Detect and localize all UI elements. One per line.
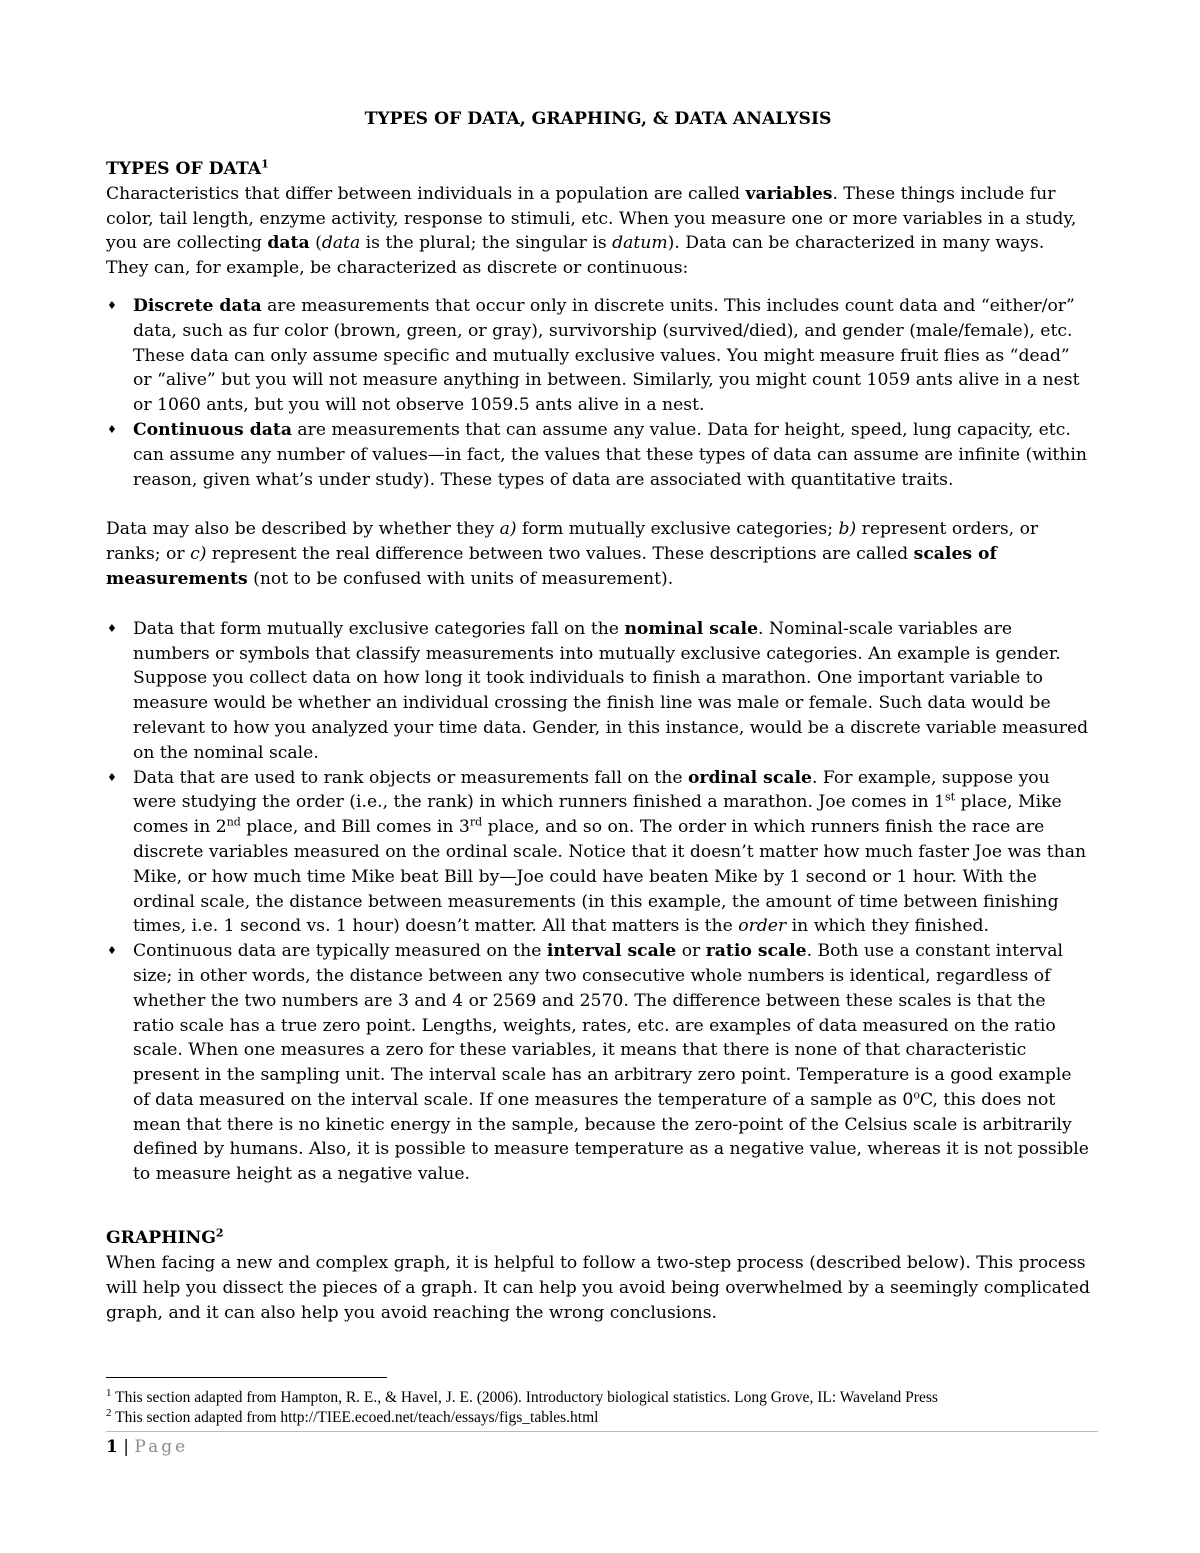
superscript: nd xyxy=(226,815,241,829)
list-item-continuous xyxy=(106,418,1090,492)
list-item-ordinal xyxy=(106,766,1090,940)
text: form mutually exclusive categories; xyxy=(516,519,839,540)
footnote-number: 1 xyxy=(106,1386,112,1399)
page-number: 1 xyxy=(106,1437,118,1457)
text: place, and so on. The order in which runners finish the race are discrete variables measured on the ordinal scale. Notice that it doesn’t matter how much faster Joe was than Mike, or how much time Mike beat Bill by—Joe could have beaten Mike by 1 second or 1 hour. With the ordinal scale, the distance between measurements (in this example, the amount of time between finishing times, i.e. 1 second vs. 1 hour) doesn’t matter. All that matters is the xyxy=(133,817,1087,937)
text: are measurements that can assume any value. Data for height, speed, lung capacity, etc. can assume any number of values—in fact, the values that these types of data can assume are infinite (within reason, given what’s under study). These types of data are associated with quantitative traits. xyxy=(133,419,1087,490)
text: . These things include fur color, tail length, enzyme activity, response to stimuli, etc. When you measure one or more variables in a study, you are collecting xyxy=(106,183,1077,254)
footnote-text: This section adapted from http://TIEE.ecoed.net/teach/essays/figs_tables.html xyxy=(111,1409,599,1426)
footer-separator-text: | xyxy=(117,1437,135,1457)
text: in which they finished. xyxy=(786,916,990,937)
italic-term: datum xyxy=(612,233,668,254)
footnote-1 xyxy=(106,1388,1106,1408)
text: . Both use a constant interval size; in other words, the distance between any two consecutive whole numbers is identical, regardless of whether the two numbers are 3 and 4 or 2569 and 2570. The difference between these scales is that the ratio scale has a true zero point. Lengths, weights, rates, etc. are examples of data measured on the ratio scale. When one measures a zero for these variables, it means that there is none of that characteristic present in the sampling unit. The interval scale has an arbitrary zero point. Temperature is a good example of data measured on the interval scale. If one measures the temperature of a sample as 0 xyxy=(133,941,1072,1110)
list-item-interval-ratio xyxy=(106,939,1090,1187)
bold-term: ordinal scale xyxy=(687,767,812,788)
document-page xyxy=(106,107,1090,1325)
graphing-paragraph: When facing a new and complex graph, it is helpful to follow a two-step process (described below). This process will help you dissect the pieces of a graph. It can help you avoid being overwhelmed by a seemingly complicated graph, and it can also help you avoid reaching the wrong conclusions. xyxy=(106,1253,1090,1323)
text: represent orders, or ranks; or xyxy=(106,519,1039,565)
text: represent the real difference between two values. These descriptions are called xyxy=(206,544,914,565)
text: Data that are used to rank objects or measurements fall on the xyxy=(133,767,688,788)
italic-term: data xyxy=(321,233,361,254)
footnote-number: 2 xyxy=(106,1406,112,1419)
bold-term: interval scale xyxy=(546,941,677,962)
footnote-separator xyxy=(106,1377,387,1378)
footnote-text: This section adapted from Hampton, R. E., & Havel, J. E. (2006). Introductory biological statistics. Long Grove, IL: Waveland Press xyxy=(111,1389,938,1406)
spacer xyxy=(106,1187,1090,1225)
text: . Nominal-scale variables are numbers or symbols that classify measurements into mutually exclusive categories. An example is gender. Suppose you collect data on how long it took individuals to finish a marathon. One important variable to measure would be whether an individual crossing the finish line was male or female. Such data would be relevant to how you analyzed your time data. Gender, in this instance, would be a discrete variable measured on the nominal scale. xyxy=(133,618,1089,763)
text: place, and Bill comes in 3 xyxy=(240,817,470,838)
superscript: rd xyxy=(469,815,483,829)
page-footer xyxy=(106,1436,188,1458)
bold-term: data xyxy=(267,233,310,254)
text: is the plural; the singular is xyxy=(360,233,613,254)
footnote-ref: 2 xyxy=(215,1226,224,1240)
scales-intro-paragraph xyxy=(106,517,1090,591)
footer-separator xyxy=(106,1431,1098,1432)
document-title: TYPES OF DATA, GRAPHING, & DATA ANALYSIS xyxy=(364,109,832,129)
text: place, Mike comes in 2 xyxy=(133,792,1062,838)
list-item-nominal xyxy=(106,617,1090,766)
bold-term: variables xyxy=(745,183,833,204)
text: Data that form mutually exclusive categories fall on the xyxy=(133,618,625,639)
bold-term: nominal scale xyxy=(624,618,759,639)
text: Continuous data are typically measured on the xyxy=(133,941,547,962)
text: . For example, suppose you were studying the order (i.e., the rank) in which runners finished a marathon. Joe comes in 1 xyxy=(133,767,1050,813)
footnote-2 xyxy=(106,1408,1106,1428)
text: ). Data can be characterized in many ways. They can, for example, be characterized as discrete or continuous: xyxy=(106,233,1045,279)
section-heading-types-of-data xyxy=(106,156,1090,182)
section-heading-graphing xyxy=(106,1225,1090,1251)
page-label: Page xyxy=(134,1437,189,1457)
text: Characteristics that differ between individuals in a population are called xyxy=(106,183,746,204)
bold-term: ratio scale xyxy=(705,941,807,962)
spacer xyxy=(106,492,1090,517)
types-intro-paragraph xyxy=(106,182,1090,281)
bold-term: Discrete data xyxy=(133,295,262,316)
text: (not to be confused with units of measurement). xyxy=(247,568,674,589)
heading-text: GRAPHING xyxy=(106,1228,216,1249)
superscript: st xyxy=(944,790,956,804)
italic-term: b) xyxy=(838,519,857,540)
superscript: o xyxy=(913,1088,920,1102)
text: are measurements that occur only in discrete units. This includes count data and “either/or” data, such as fur color (brown, green, or gray), survivorship (survived/died), and gender (male/female), etc. These data can only assume specific and mutually exclusive values. You might measure fruit flies as “dead” or “alive” but you will not measure anything in between. Similarly, you might count 1059 ants alive in a nest or 1060 ants, but you will not observe 1059.5 ants alive in a nest. xyxy=(133,295,1080,416)
heading-text: TYPES OF DATA xyxy=(106,158,262,179)
italic-term: c) xyxy=(190,544,207,565)
text: or xyxy=(676,941,706,962)
text: ( xyxy=(309,233,322,254)
data-types-list xyxy=(106,294,1090,492)
footnote-ref: 1 xyxy=(261,157,269,171)
bold-term: Continuous data xyxy=(133,419,292,440)
italic-term: order xyxy=(738,916,787,937)
italic-term: a) xyxy=(499,519,517,540)
text: Data may also be described by whether they xyxy=(106,519,500,540)
bold-term: scales of measurements xyxy=(106,544,997,589)
scales-list xyxy=(106,617,1090,1187)
list-item-discrete xyxy=(106,294,1090,418)
text: C, this does not mean that there is no kinetic energy in the sample, because the zero-point of the Celsius scale is arbitrarily defined by humans. Also, it is possible to measure temperature as a negative value, whereas it is not possible to measure height as a negative value. xyxy=(133,1089,1089,1185)
